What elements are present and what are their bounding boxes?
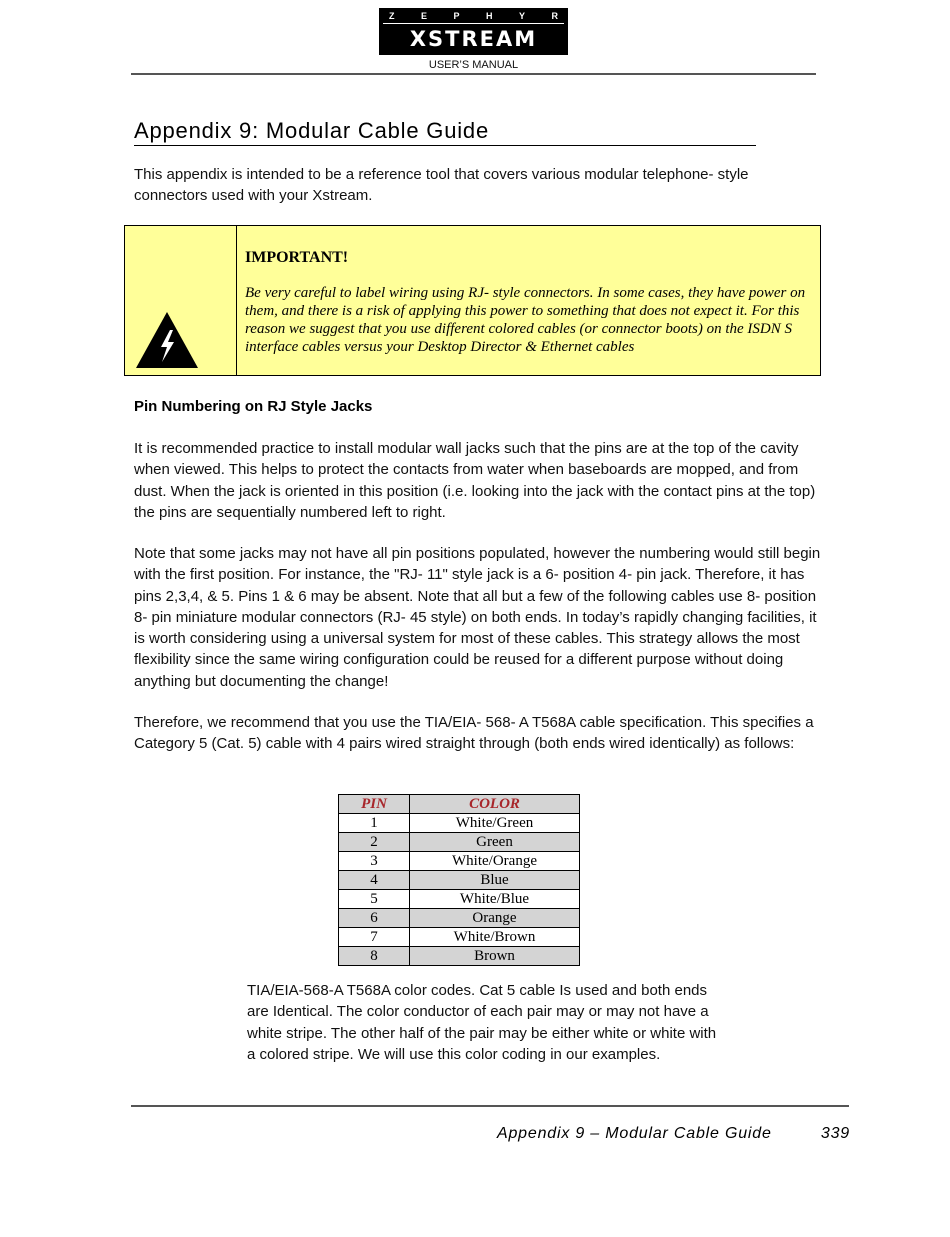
- logo-brand-letter: Y: [518, 11, 525, 21]
- logo-brand-letter: E: [420, 11, 427, 21]
- pin-cell: 8: [339, 947, 410, 966]
- color-cell: White/Brown: [410, 928, 580, 947]
- body-paragraph: Therefore, we recommend that you use the TIA/EIA- 568- A T568A cable specification. This specifies a Category 5 (Cat. 5) cable with 4 pairs wired straight through (both ends wired identically) as follows:: [134, 714, 814, 753]
- pin-cell: 4: [339, 871, 410, 890]
- logo-brand-letter: Z: [389, 11, 395, 21]
- pin-cell: 1: [339, 814, 410, 833]
- pin-cell: 3: [339, 852, 410, 871]
- pin-cell: 7: [339, 928, 410, 947]
- table-row: [339, 852, 580, 871]
- logo-brand-letter: R: [551, 11, 558, 21]
- warning-heading: IMPORTANT!: [245, 249, 349, 266]
- table-row: [339, 928, 580, 947]
- warning-text: Be very careful to label wiring using RJ- style connectors. In some cases, they have power on them, and there is a risk of applying this power to something that does not expect it. For this reason we suggest that you use different colored cables (or connector boots) on the ISDN S interface cables versus your Desktop Director & Ethernet cables: [245, 285, 806, 355]
- logo-product-name: XSTREAM: [409, 27, 538, 51]
- section-heading: Pin Numbering on RJ Style Jacks: [134, 398, 373, 415]
- column-header-color: COLOR: [410, 795, 580, 814]
- table-row: [339, 814, 580, 833]
- pin-color-table: [338, 794, 580, 966]
- pin-cell: 6: [339, 909, 410, 928]
- body-paragraph: It is recommended practice to install modular wall jacks such that the pins are at the top of the cavity when viewed. This helps to protect the contacts from water when baseboards are mopped, and from dust. When the jack is oriented in this position (i.e. looking into the jack with the contact pins at the top) the pins are sequentially numbered left to right.: [134, 440, 816, 521]
- manual-label: USER’S MANUAL: [428, 59, 519, 71]
- color-cell: Green: [410, 833, 580, 852]
- logo-brand-letters: [379, 10, 568, 22]
- table-row: [339, 890, 580, 909]
- header-divider: [131, 73, 816, 75]
- intro-paragraph: This appendix is intended to be a reference tool that covers various modular telephone- style connectors used with your Xstream.: [134, 166, 749, 205]
- table-header-row: [339, 795, 580, 814]
- color-cell: White/Blue: [410, 890, 580, 909]
- table-row: [339, 947, 580, 966]
- color-cell: Blue: [410, 871, 580, 890]
- table-caption: TIA/EIA-568-A T568A color codes. Cat 5 cable Is used and both ends are Identical. The color conductor of each pair may or may not have a white stripe. The other half of the pair may be either white or white with a colored stripe. We will use this color coding in our examples.: [247, 982, 717, 1063]
- logo-brand-letter: H: [485, 11, 493, 21]
- color-cell: Orange: [410, 909, 580, 928]
- pin-cell: 2: [339, 833, 410, 852]
- warning-callout: [124, 225, 821, 376]
- warning-divider: [236, 226, 237, 375]
- table-row: [339, 833, 580, 852]
- high-voltage-warning-icon: [134, 310, 200, 370]
- color-cell: Brown: [410, 947, 580, 966]
- footer-title: Appendix 9 – Modular Cable Guide: [497, 1125, 772, 1142]
- color-cell: White/Orange: [410, 852, 580, 871]
- logo-brand-letter: P: [453, 11, 460, 21]
- pin-cell: 5: [339, 890, 410, 909]
- logo-divider: [383, 23, 564, 24]
- color-cell: White/Green: [410, 814, 580, 833]
- column-header-pin: PIN: [339, 795, 410, 814]
- product-logo: [379, 8, 568, 55]
- page-title: Appendix 9: Modular Cable Guide: [134, 117, 756, 146]
- table-row: [339, 871, 580, 890]
- page-number: 339: [820, 1125, 850, 1142]
- body-paragraph: Note that some jacks may not have all pin positions populated, however the numbering would still begin with the first position. For instance, the "RJ- 11" style jack is a 6- position 4- pin jack. Therefore, it has pins 2,3,4, & 5. Pins 1 & 6 may be absent. Note that all but a few of the following cables use 8- position 8- pin miniature modular connectors (RJ- 45 style) on both ends. In today’s rapidly changing facilities, it is worth considering using a universal system for most of these cables. This strategy allows the most flexibility since the same wiring configuration could be reused for a different purpose without doing anything but documenting the change!: [134, 545, 821, 690]
- footer-divider: [131, 1105, 849, 1107]
- table-row: [339, 909, 580, 928]
